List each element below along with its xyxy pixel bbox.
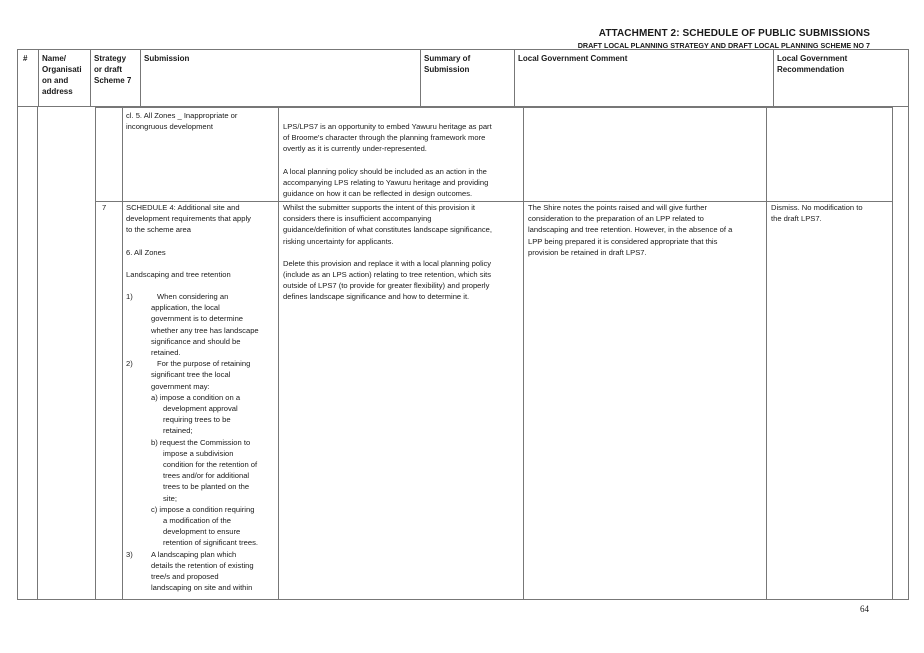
row2-summary: Whilst the submitter supports the intent of this provision it considers there is insufficient accompanying guidance/definition of what constitutes landscape significance, risking uncertainty for applicants. Delete this provision and replace it with a local planning policy (include as an LPS action) relating to tree retention, which sits outside of LPS7 (to provide for greater flexibility) and properly defines landscape significance and how to determine it. bbox=[283, 203, 492, 302]
col-header-summary: Summary of Submission bbox=[424, 54, 471, 74]
page-subtitle: DRAFT LOCAL PLANNING STRATEGY AND DRAFT LOCAL PLANNING SCHEME NO 7 bbox=[577, 41, 870, 50]
row2-strategy-number: 7 bbox=[102, 203, 107, 212]
row1-submission: cl. 5. All Zones _ Inappropriate or incongruous development bbox=[126, 111, 238, 132]
col-header-comment: Local Government Comment bbox=[518, 54, 628, 63]
page-number: 64 bbox=[860, 604, 869, 614]
col-header-submission: Submission bbox=[144, 54, 190, 63]
col-header-number: # bbox=[23, 54, 28, 63]
col-header-name: Name/ Organisati on and address bbox=[42, 54, 82, 96]
row1-summary: LPS/LPS7 is an opportunity to embed Yawuru heritage as part of Broome's character through the planning framework more overtly as it is currently under-represented. A local planning policy should be included as an action in the accompanying LPS relating to Yawuru heritage and providing guidance on how it can be reflected in design outcomes. bbox=[283, 122, 492, 199]
col-header-strategy: Strategy or draft Scheme 7 bbox=[94, 54, 132, 85]
row2-comment: The Shire notes the points raised and will give further consideration to the preparation of an LPP related to landscaping and tree retention. However, in the absence of a LPP being prepared it is considered appropriate that this provision be retained in draft LPS7. bbox=[528, 203, 733, 257]
row2-submission: SCHEDULE 4: Additional site and development requirements that apply to the scheme area 6. All Zones Landscaping and tree retention 1) When considering an application, the local government is to determine whether any tree has landscape significance and should be retained. 2) For the purpose of retaining significant tree the local government may: a) impose a condition on a development approval requiring trees to be retained; b) request the Commission to impose a subdivision condition for the retention of trees and/or for additional trees to be planted on the site; c) impose a condition requiring a modification of the development to ensure retention of significant trees. 3) A landscaping plan which details the retention of existing tree/s and proposed landscaping on site and within bbox=[126, 203, 259, 593]
col-header-recommendation: Local Government Recommendation bbox=[777, 54, 848, 74]
row2-recommendation: Dismiss. No modification to the draft LPS7. bbox=[771, 203, 863, 224]
table-header-row bbox=[17, 49, 909, 107]
page-title: ATTACHMENT 2: SCHEDULE OF PUBLIC SUBMISSIONS bbox=[598, 28, 870, 39]
